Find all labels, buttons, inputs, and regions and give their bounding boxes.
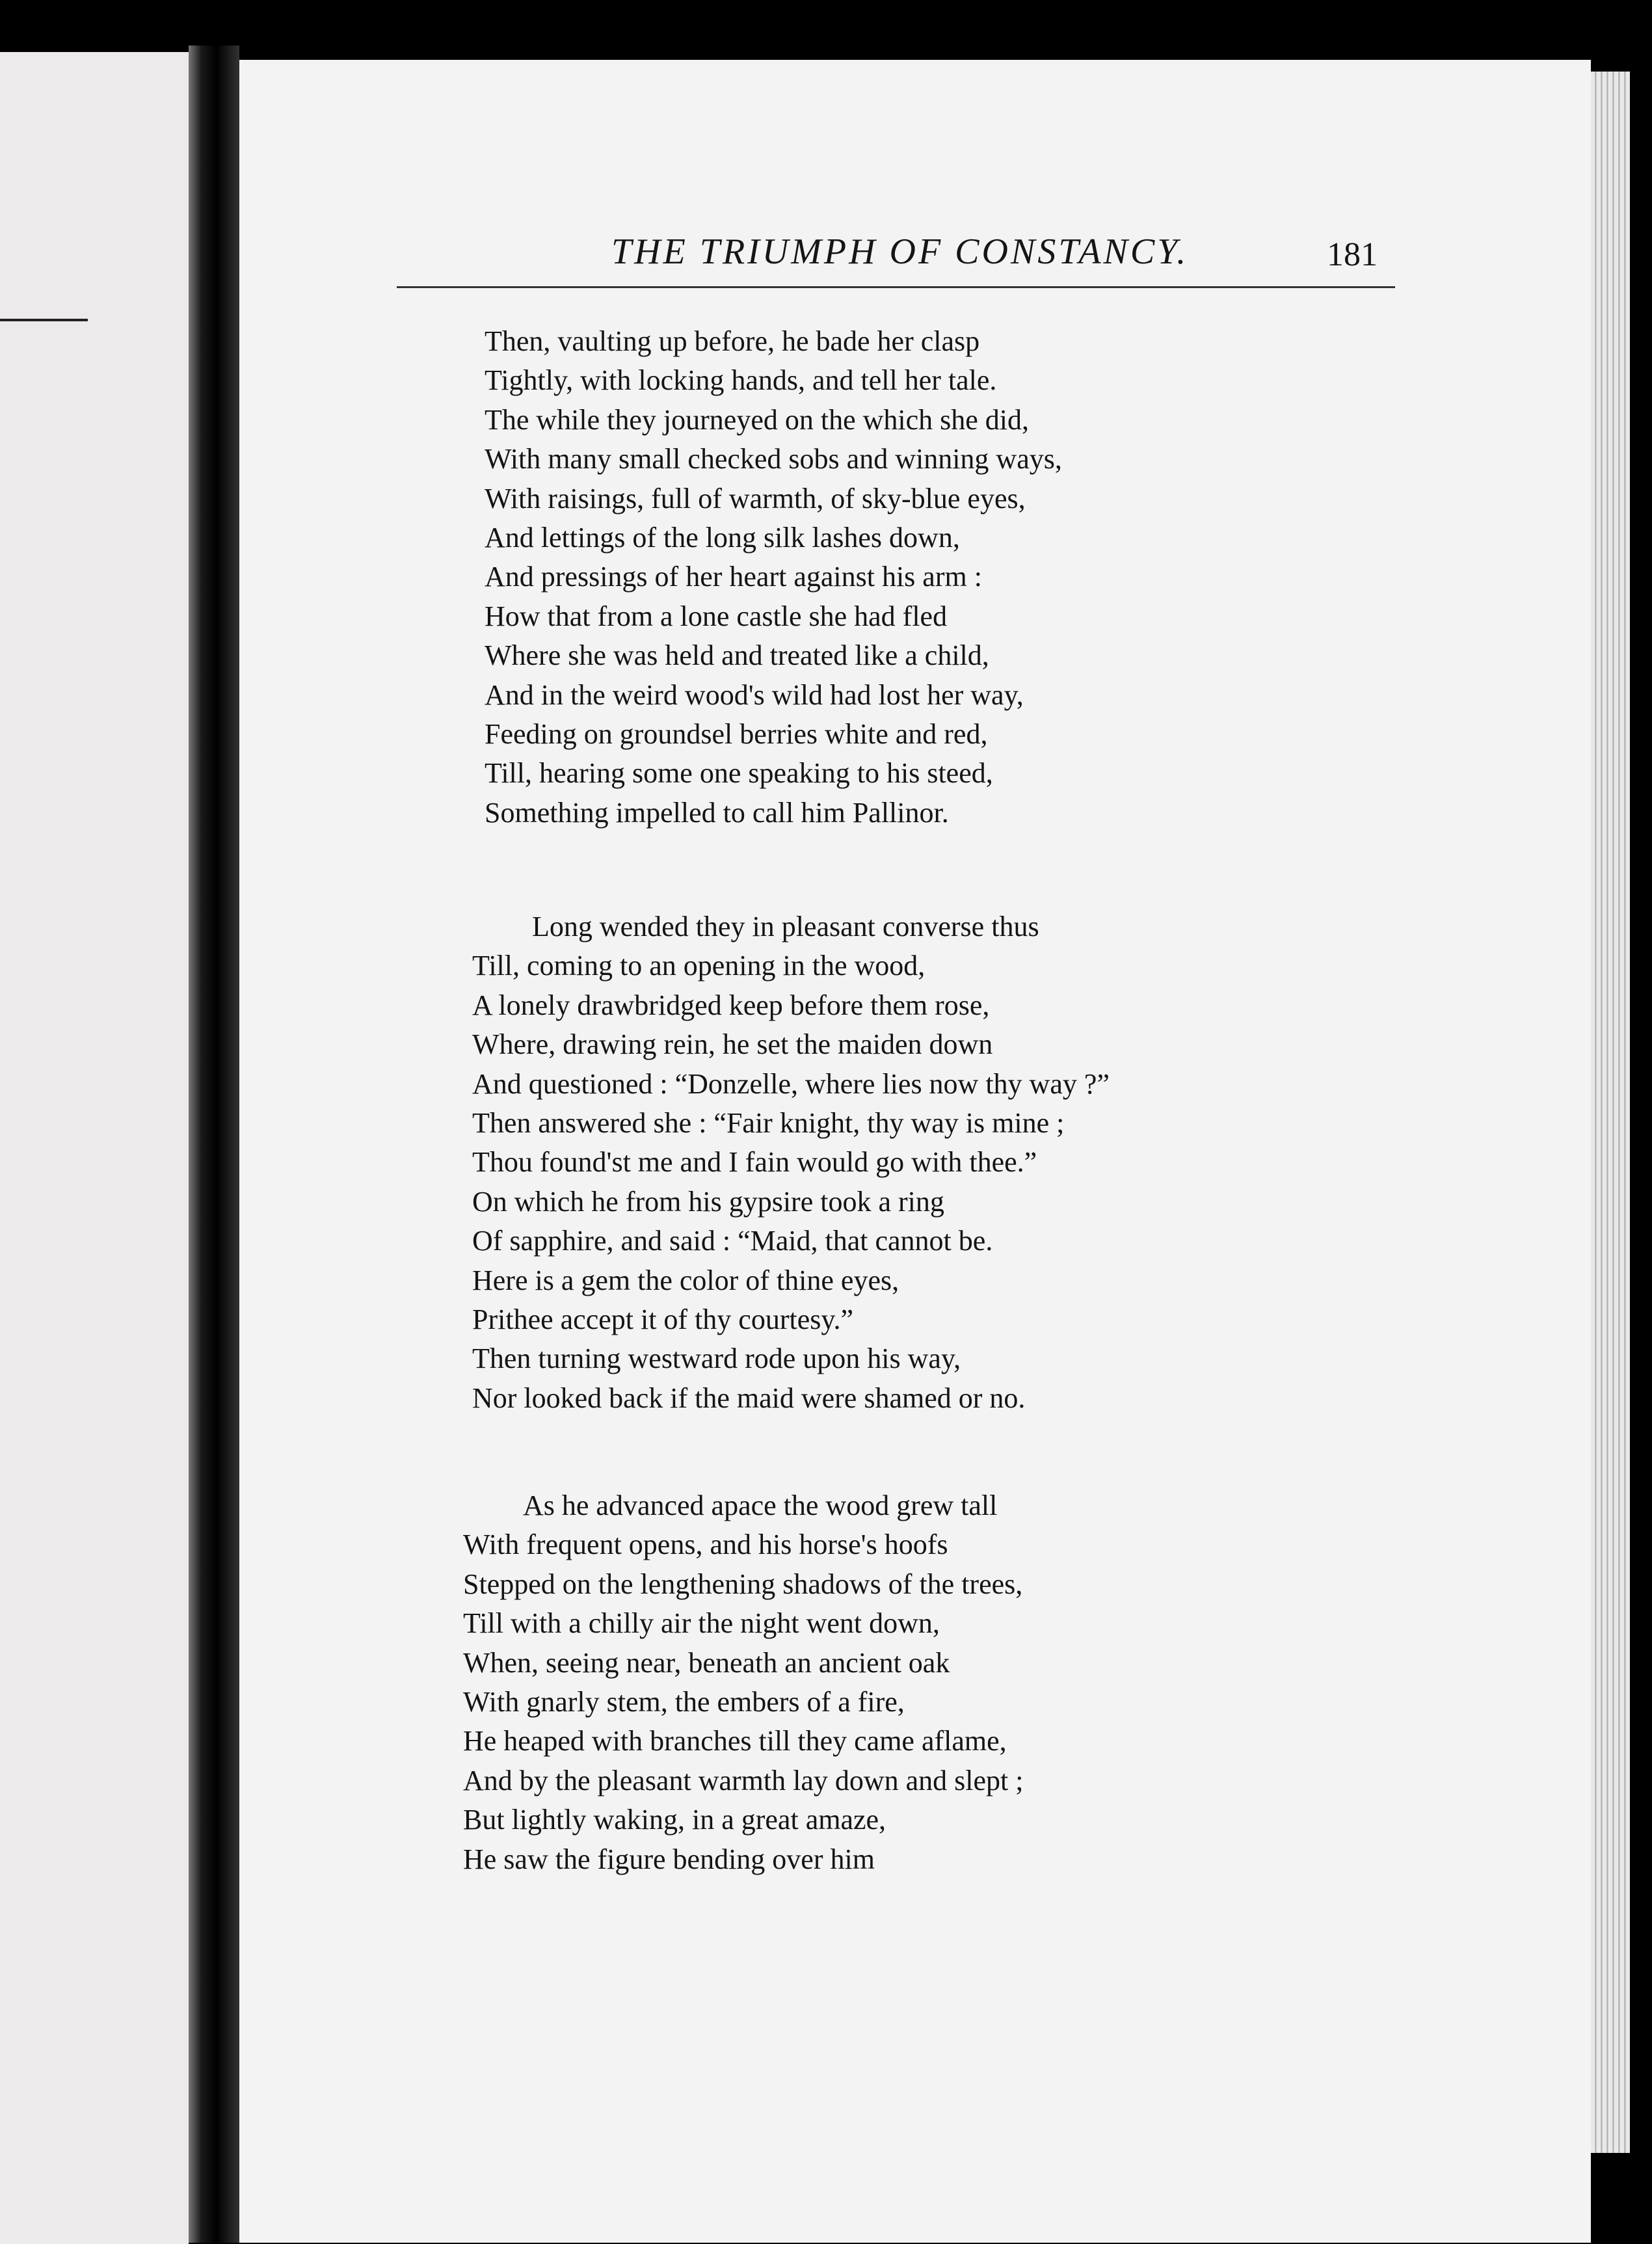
- poem-line: With many small checked sobs and winning ways,: [485, 443, 1062, 475]
- poem-line: He heaped with branches till they came aflame,: [463, 1725, 1007, 1757]
- previous-page-edge: [0, 52, 189, 2244]
- poem-line: Of sapphire, and said : “Maid, that cannot be.: [472, 1225, 993, 1257]
- poem-line: Then answered she : “Fair knight, thy way is mine ;: [472, 1107, 1065, 1140]
- poem-line: Till, hearing some one speaking to his steed,: [485, 757, 993, 790]
- poem-line: Where, drawing rein, he set the maiden down: [472, 1028, 993, 1061]
- header-rule: [397, 286, 1395, 288]
- poem-line: Thou found'st me and I fain would go with thee.”: [472, 1146, 1037, 1179]
- poem-line: When, seeing near, beneath an ancient oak: [463, 1646, 950, 1679]
- running-title: THE TRIUMPH OF CONSTANCY.: [611, 232, 1189, 272]
- poem-line: Till with a chilly air the night went down,: [463, 1607, 940, 1640]
- poem-line: And pressings of her heart against his arm :: [485, 561, 982, 593]
- poem-line: And lettings of the long silk lashes down,: [485, 522, 960, 554]
- poem-line: And questioned : “Donzelle, where lies now thy way ?”: [472, 1067, 1110, 1100]
- poem-line: But lightly waking, in a great amaze,: [463, 1804, 886, 1836]
- stanza: [472, 907, 1110, 1418]
- previous-page-rule: [0, 319, 88, 321]
- poem-line: How that from a lone castle she had fled: [485, 600, 948, 632]
- poem-line: Tightly, with locking hands, and tell her tale.: [485, 364, 997, 397]
- poem-line: And in the weird wood's wild had lost her way,: [485, 678, 1024, 711]
- stanza: [463, 1486, 1023, 1879]
- poem-line: And by the pleasant warmth lay down and slept ;: [463, 1764, 1024, 1797]
- poem-line: Prithee accept it of thy courtesy.”: [472, 1303, 854, 1336]
- poem-line: The while they journeyed on the which she did,: [485, 403, 1030, 436]
- poem-line: He saw the figure bending over him: [463, 1843, 875, 1875]
- book-gutter: [189, 46, 239, 2243]
- poem-line: Nor looked back if the maid were shamed or no.: [472, 1382, 1026, 1414]
- poem-line: With raisings, full of warmth, of sky-blue eyes,: [485, 482, 1026, 514]
- stanza: [485, 322, 1062, 833]
- poem-line: As he advanced apace the wood grew tall: [523, 1489, 998, 1521]
- poem-line: Till, coming to an opening in the wood,: [472, 950, 926, 982]
- poem-line: Long wended they in pleasant converse thus: [532, 911, 1039, 942]
- poem-line: Stepped on the lengthening shadows of the trees,: [463, 1568, 1023, 1600]
- poem-line: On which he from his gypsire took a ring: [472, 1185, 944, 1218]
- poem-line: Where she was held and treated like a child,: [485, 639, 989, 672]
- poem-line: Feeding on groundsel berries white and red,: [485, 718, 988, 751]
- poem-line: A lonely drawbridged keep before them rose,: [472, 989, 990, 1021]
- poem-line: Here is a gem the color of thine eyes,: [472, 1264, 899, 1296]
- poem-line: With frequent opens, and his horse's hoofs: [463, 1529, 948, 1561]
- poem-line: Then, vaulting up before, he bade her clasp: [485, 325, 980, 357]
- poem-line: With gnarly stem, the embers of a fire,: [463, 1686, 905, 1718]
- poem-line: Then turning westward rode upon his way,: [472, 1342, 961, 1375]
- page-edges: [1591, 72, 1630, 2153]
- poem-line: Something impelled to call him Pallinor.: [485, 796, 949, 829]
- page-number: 181: [1327, 236, 1378, 273]
